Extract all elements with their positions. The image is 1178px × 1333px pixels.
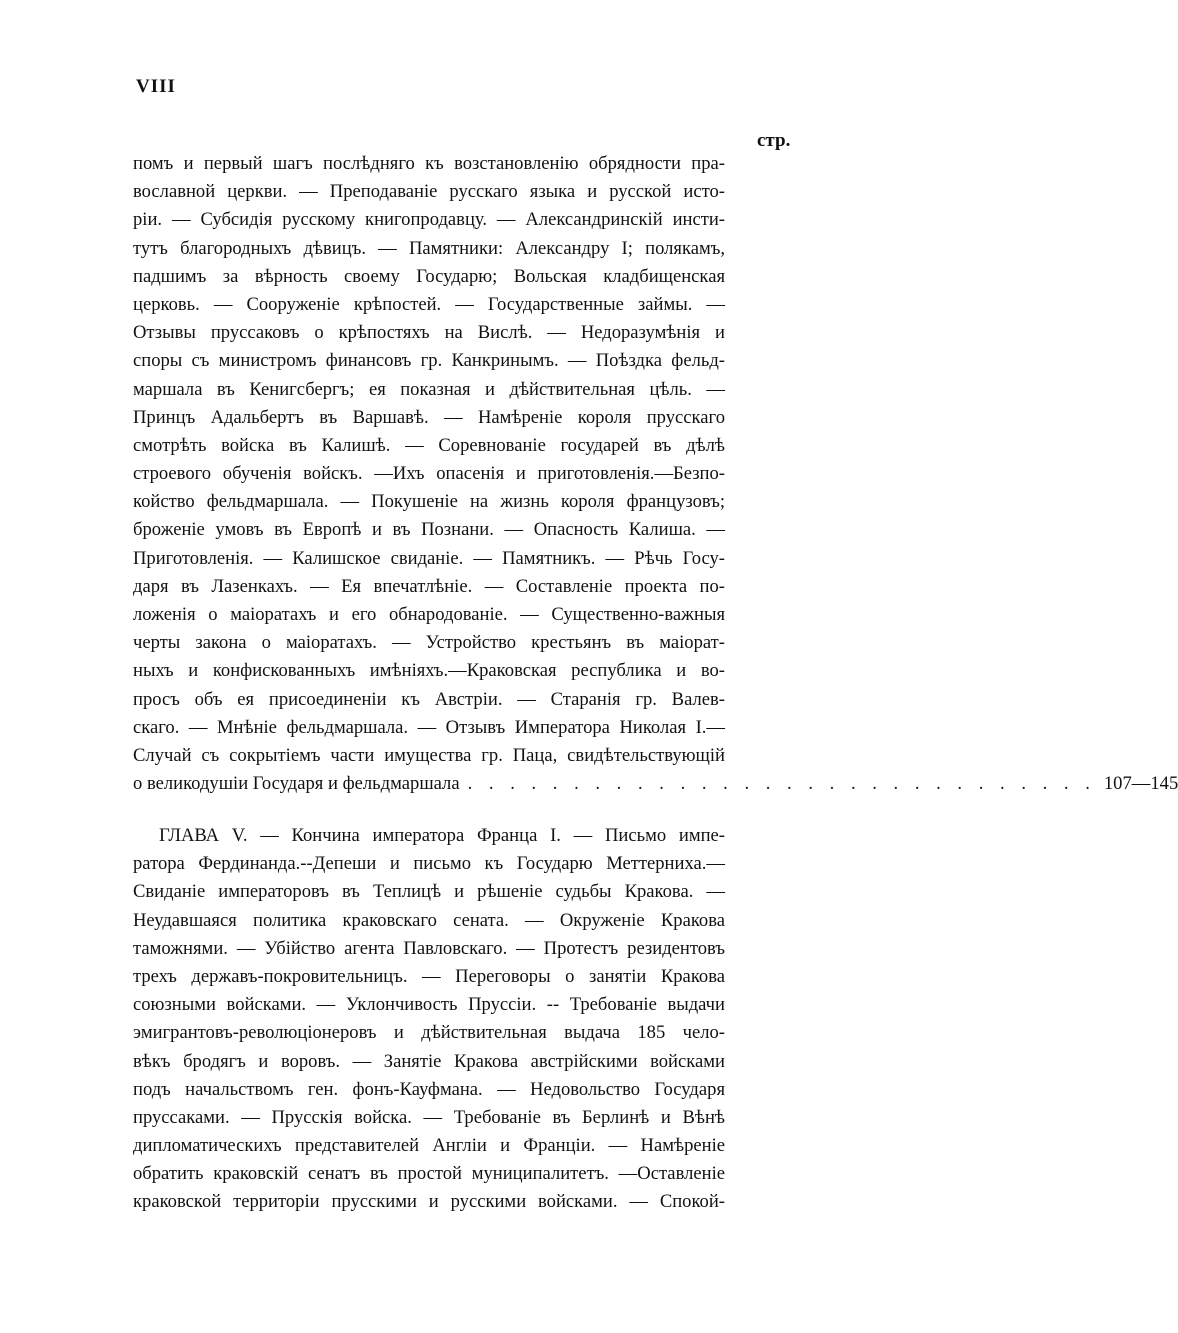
text-line: эмигрантовъ-революціонеровъ и дѣйствительная выдача 185 чело- [133,1022,725,1044]
text-line: дипломатическихъ представителей Англіи и Франціи. — Намѣреніе [133,1135,725,1157]
text-line: ратора Фердинанда.--Депеши и письмо къ Государю Меттерниха.— [133,853,725,875]
text-line: трехъ державъ-покровительницъ. — Переговоры о занятіи Кракова [133,965,725,987]
text-line: даря въ Лазенкахъ. — Ея впечатлѣніе. — Составленіе проекта по- [133,575,725,597]
text-line: вѣкъ бродягъ и воровъ. — Занятіе Кракова австрійскими войсками [133,1050,725,1072]
text-line: подъ начальствомъ ген. фонъ-Кауфмана. — Недовольство Государя [133,1078,725,1100]
toc-last-line-text: о великодушіи Государя и фельдмаршала [133,773,460,795]
text-line: пруссаками. — Прусскія войска. — Требованіе въ Берлинѣ и Вѣнѣ [133,1106,725,1128]
text-line: таможнями. — Убійство агента Павловскаго. — Протестъ резидентовъ [133,937,725,959]
text-line: споры съ министромъ финансовъ гр. Канкринымъ. — Поѣздка фельд- [133,350,725,372]
text-line: Случай съ сокрытіемъ части имущества гр. Паца, свидѣтельствующій [133,744,725,766]
page-column-label: стр. [757,130,791,151]
text-line: ложенія о маіоратахъ и его обнародованіе. — Существенно-важныя [133,604,725,625]
text-line: Принцъ Адальбертъ въ Варшавѣ. — Намѣреніе короля прусскаго [133,406,725,428]
text-line: смотрѣть войска въ Калишѣ. — Соревнованіе государей въ дѣлѣ [133,434,725,456]
text-line: Отзывы пруссаковъ о крѣпостяхъ на Вислѣ. — Недоразумѣнія и [133,322,725,344]
text-line: Свиданіе императоровъ въ Теплицѣ и рѣшеніе судьбы Кракова. — [133,881,725,903]
text-line: союзными войсками. — Уклончивость Пруссіи. -- Требованіе выдачи [133,994,725,1016]
text-line: ріи. — Субсидія русскому книгопродавцу. — Александринскій инсти- [133,209,725,231]
text-line: броженіе умовъ въ Европѣ и въ Познани. — Опасность Калиша. — [133,519,725,541]
page-number: VIII [136,76,176,97]
text-line: обратить краковскій сенатъ въ простой муниципалитетъ. —Оставленіе [133,1163,725,1185]
text-line: краковской территоріи прусскими и русскими войсками. — Спокой- [133,1191,725,1213]
text-line: койство фельдмаршала. — Покушеніе на жизнь короля французовъ; [133,491,725,513]
text-line: падшимъ за вѣрность своему Государю; Вольская кладбищенская [133,265,725,287]
text-line: помъ и первый шагъ послѣдняго къ возстановленію обрядности пра- [133,153,725,174]
text-line: строевого обученія войскъ. —Ихъ опасенія и приготовленія.—Безпо- [133,463,725,485]
text-line: Неудавшаяся политика краковскаго сената. — Окруженіе Кракова [133,909,725,931]
text-line: вославной церкви. — Преподаваніе русскаго языка и русской исто- [133,181,725,203]
text-line: церковь. — Сооруженіе крѣпостей. — Государственные займы. — [133,293,725,315]
toc-entry-chapter-5 [133,822,725,1217]
text-line: просъ объ ея присоединеніи къ Австріи. — Старанія гр. Валев- [133,688,725,710]
toc-entry-chapter-4-continued [133,150,1178,798]
text-line: Приготовленія. — Калишское свиданіе. — Памятникъ. — Рѣчь Госу- [133,547,725,569]
text-line: скаго. — Мнѣніе фельдмаршала. — Отзывъ Императора Николая I.— [133,716,725,738]
chapter-heading-line: ГЛАВА V. — Кончина императора Франца I. — Письмо импе- [159,825,725,846]
dot-leader: . . . . . . . . . . . . . . . . . . . . . . . . . . . . . . [467,773,1096,795]
toc-leader-line [133,770,1178,798]
text-line: маршала въ Кенигсбергъ; ея показная и дѣйствительная цѣль. — [133,378,725,400]
text-line: черты закона о маіоратахъ. — Устройство крестьянъ въ маіорат- [133,632,725,654]
text-line: ныхъ и конфискованныхъ имѣніяхъ.—Краковская республика и во- [133,660,725,682]
toc-page-range: 107—145 [1103,773,1178,795]
text-line: тутъ благородныхъ дѣвицъ. — Памятники: Александру I; полякамъ, [133,237,725,259]
